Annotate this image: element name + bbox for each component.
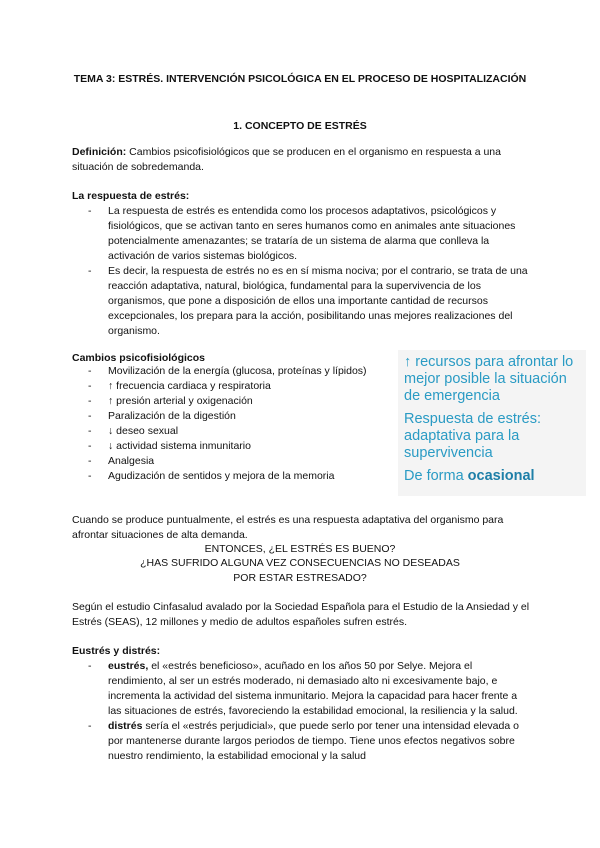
list-item: - Paralización de la digestión — [88, 409, 388, 424]
question-consequences: ¿HAS SUFRIDO ALGUNA VEZ CONSECUENCIAS NO DESEADAS POR ESTAR ESTRESADO? — [140, 557, 460, 584]
callout-line-occasional: De forma ocasional — [404, 468, 535, 484]
psychophys-heading: Cambios psicofisiológicos — [72, 352, 206, 364]
list-item-eustress: - eustrés, el «estrés beneficioso», acuñado en los años 50 por Selye. Mejora el rendimiento, al ser un estrés moderado, ni demasiado alto ni excesivamente bajo, e incrementa la actividad del sistema inmunitario. Mejora la capacidad para hacer frente a las situaciones de estrés, favoreciendo la estabilidad emocional, la resiliencia y la salud. — [88, 659, 528, 719]
document-title: TEMA 3: ESTRÉS. INTERVENCIÓN PSICOLÓGICA EN EL PROCESO DE HOSPITALIZACIÓN — [73, 73, 527, 85]
section-heading-concepto: 1. CONCEPTO DE ESTRÉS — [233, 120, 367, 132]
list-item-distress: - distrés sería el «estrés perjudicial», que puede serlo por tener una intensidad elevada o por mantenerse durante largos periodos de tiempo. Tiene unos efectos negativos sobre nuestro rendimiento, la estabilidad emocional y la salud — [88, 719, 528, 764]
list-item: - Es decir, la respuesta de estrés no es en sí misma nociva; por el contrario, se trata de una reacción adaptativa, natural, biológica, fundamental para la supervivencia de los organismos, que pone a disposición de ellos una importante cantidad de recursos excepcionales, los prepara para la acción, posibilitando unas mejores realizaciones del organismo. — [88, 264, 528, 339]
list-item: - ↓ actividad sistema inmunitario — [88, 439, 388, 454]
study-paragraph: Según el estudio Cinfasalud avalado por la Sociedad Española para el Estudio de la Ansiedad y el Estrés (SEAS), 12 millones y medio de adultos españoles sufren estrés. — [72, 601, 530, 628]
psychophys-list — [88, 364, 388, 484]
eustress-heading: Eustrés y distrés: — [72, 645, 161, 657]
list-item: - ↓ deseo sexual — [88, 424, 388, 439]
summary-callout-image — [398, 350, 586, 496]
stress-response-heading: La respuesta de estrés: — [72, 190, 190, 202]
callout-line-resources: ↑ recursos para afrontar lo mejor posible la situación de emergencia — [404, 354, 574, 404]
list-item: - Analgesia — [88, 454, 388, 469]
callout-line-adaptive: Respuesta de estrés: adaptativa para la supervivencia — [404, 411, 542, 461]
list-item: - ↑ frecuencia cardiaca y respiratoria — [88, 379, 388, 394]
list-item: - La respuesta de estrés es entendida como los procesos adaptativos, psicológicos y fisiológicos, que se activan tanto en seres humanos como en animales ante situaciones potencialmente amenazantes; se trataría de un sistema de alarma que conlleva la activación de varios sistemas biológicos. — [88, 204, 528, 264]
eustress-list — [88, 659, 528, 764]
list-item: - Agudización de sentidos y mejora de la memoria — [88, 469, 388, 484]
definition-label: Definición: — [72, 146, 127, 158]
list-item: - ↑ presión arterial y oxigenación — [88, 394, 388, 409]
list-item: - Movilización de la energía (glucosa, proteínas y lípidos) — [88, 364, 388, 379]
definition-text: Cambios psicofisiológicos que se producen en el organismo en respuesta a una situación de sobredemanda. — [72, 146, 501, 173]
punctual-paragraph: Cuando se produce puntualmente, el estrés es una respuesta adaptativa del organismo para afrontar situaciones de alta demanda. — [72, 514, 504, 541]
question-good: ENTONCES, ¿EL ESTRÉS ES BUENO? — [204, 543, 396, 555]
stress-response-list — [88, 204, 528, 339]
definition-paragraph — [72, 145, 532, 175]
